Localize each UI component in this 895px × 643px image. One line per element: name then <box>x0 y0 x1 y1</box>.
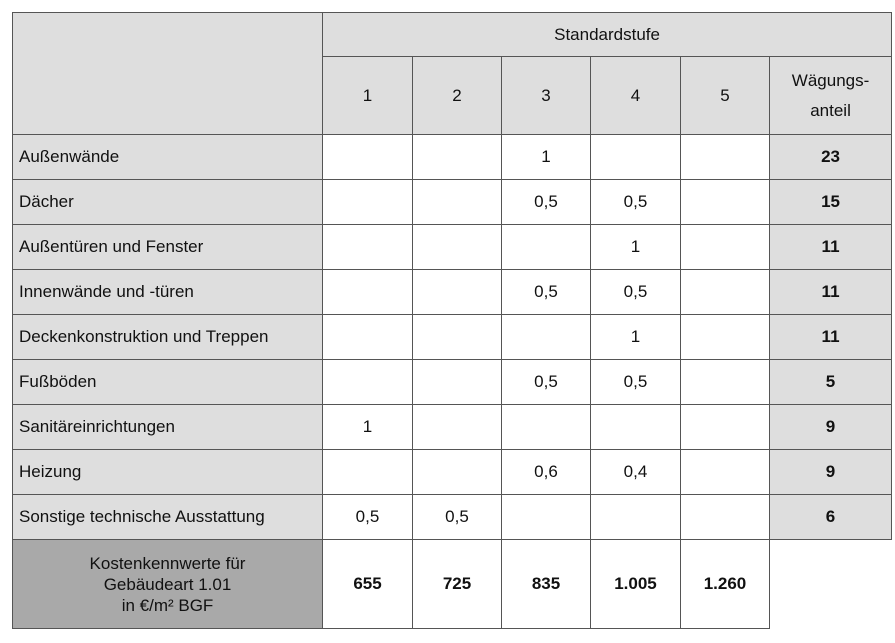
cell-value <box>323 360 413 405</box>
row-label: Deckenkonstruktion und Treppen <box>13 315 323 360</box>
cell-value <box>681 360 770 405</box>
cost-label-line1: Kostenkennwerte für <box>89 553 246 573</box>
table-row <box>13 180 892 225</box>
weight-header-line2: anteil <box>810 100 851 120</box>
row-weight: 9 <box>770 405 892 450</box>
cost-value: 835 <box>502 540 591 629</box>
table-row <box>13 450 892 495</box>
row-label: Heizung <box>13 450 323 495</box>
cell-value: 0,5 <box>323 495 413 540</box>
cell-value <box>681 450 770 495</box>
row-weight: 5 <box>770 360 892 405</box>
weight-header-line1: Wägungs- <box>791 70 870 90</box>
cell-value <box>413 180 502 225</box>
cost-row <box>13 540 892 629</box>
level-header-1: 1 <box>323 57 413 135</box>
cost-value: 725 <box>413 540 502 629</box>
row-weight: 9 <box>770 450 892 495</box>
cell-value: 0,5 <box>502 270 591 315</box>
cell-value <box>681 225 770 270</box>
row-label: Sanitäreinrichtungen <box>13 405 323 450</box>
cell-value <box>681 495 770 540</box>
empty-corner-cell <box>770 540 892 629</box>
cell-value: 0,5 <box>502 360 591 405</box>
cell-value <box>413 270 502 315</box>
cell-value <box>323 450 413 495</box>
cell-value <box>413 135 502 180</box>
cell-value: 1 <box>323 405 413 450</box>
level-header-4: 4 <box>591 57 681 135</box>
cell-value: 1 <box>502 135 591 180</box>
cell-value: 0,6 <box>502 450 591 495</box>
row-weight: 11 <box>770 270 892 315</box>
cell-value <box>681 315 770 360</box>
cost-value: 1.005 <box>591 540 681 629</box>
cell-value: 0,5 <box>591 270 681 315</box>
cell-value <box>502 315 591 360</box>
row-label: Fußböden <box>13 360 323 405</box>
cell-value <box>323 135 413 180</box>
header-corner-cell <box>13 13 323 135</box>
cost-label-line3: in €/m² BGF <box>121 595 214 615</box>
cell-value <box>502 225 591 270</box>
cell-value: 1 <box>591 315 681 360</box>
row-label: Innenwände und -türen <box>13 270 323 315</box>
cell-value: 0,4 <box>591 450 681 495</box>
cell-value <box>413 450 502 495</box>
cost-value: 1.260 <box>681 540 770 629</box>
cell-value: 0,5 <box>502 180 591 225</box>
table-row <box>13 405 892 450</box>
cell-value <box>591 405 681 450</box>
cell-value <box>502 405 591 450</box>
cell-value <box>681 270 770 315</box>
table-row <box>13 315 892 360</box>
cell-value <box>413 225 502 270</box>
row-weight: 23 <box>770 135 892 180</box>
cell-value <box>323 270 413 315</box>
cost-table <box>12 12 892 629</box>
row-label: Außenwände <box>13 135 323 180</box>
cell-value: 0,5 <box>591 180 681 225</box>
row-weight: 6 <box>770 495 892 540</box>
weight-header <box>770 57 892 135</box>
cell-value <box>323 180 413 225</box>
row-label: Außentüren und Fenster <box>13 225 323 270</box>
cell-value: 1 <box>591 225 681 270</box>
level-header-2: 2 <box>413 57 502 135</box>
row-weight: 11 <box>770 315 892 360</box>
level-header-5: 5 <box>681 57 770 135</box>
cell-value <box>323 315 413 360</box>
standardstufe-header: Standardstufe <box>323 13 892 57</box>
cost-label <box>13 540 323 629</box>
level-header-3: 3 <box>502 57 591 135</box>
cell-value: 0,5 <box>413 495 502 540</box>
row-label: Dächer <box>13 180 323 225</box>
table-row <box>13 495 892 540</box>
cost-value: 655 <box>323 540 413 629</box>
row-weight: 15 <box>770 180 892 225</box>
row-label: Sonstige technische Ausstattung <box>13 495 323 540</box>
table-row <box>13 270 892 315</box>
row-weight: 11 <box>770 225 892 270</box>
cell-value <box>591 135 681 180</box>
table-row <box>13 225 892 270</box>
table-row <box>13 135 892 180</box>
cell-value <box>681 180 770 225</box>
cell-value <box>323 225 413 270</box>
table-row <box>13 360 892 405</box>
cell-value <box>413 360 502 405</box>
cell-value <box>502 495 591 540</box>
cell-value <box>413 315 502 360</box>
cell-value <box>413 405 502 450</box>
cell-value: 0,5 <box>591 360 681 405</box>
cost-label-line2: Gebäudeart 1.01 <box>103 574 232 594</box>
cell-value <box>681 135 770 180</box>
cell-value <box>591 495 681 540</box>
cell-value <box>681 405 770 450</box>
